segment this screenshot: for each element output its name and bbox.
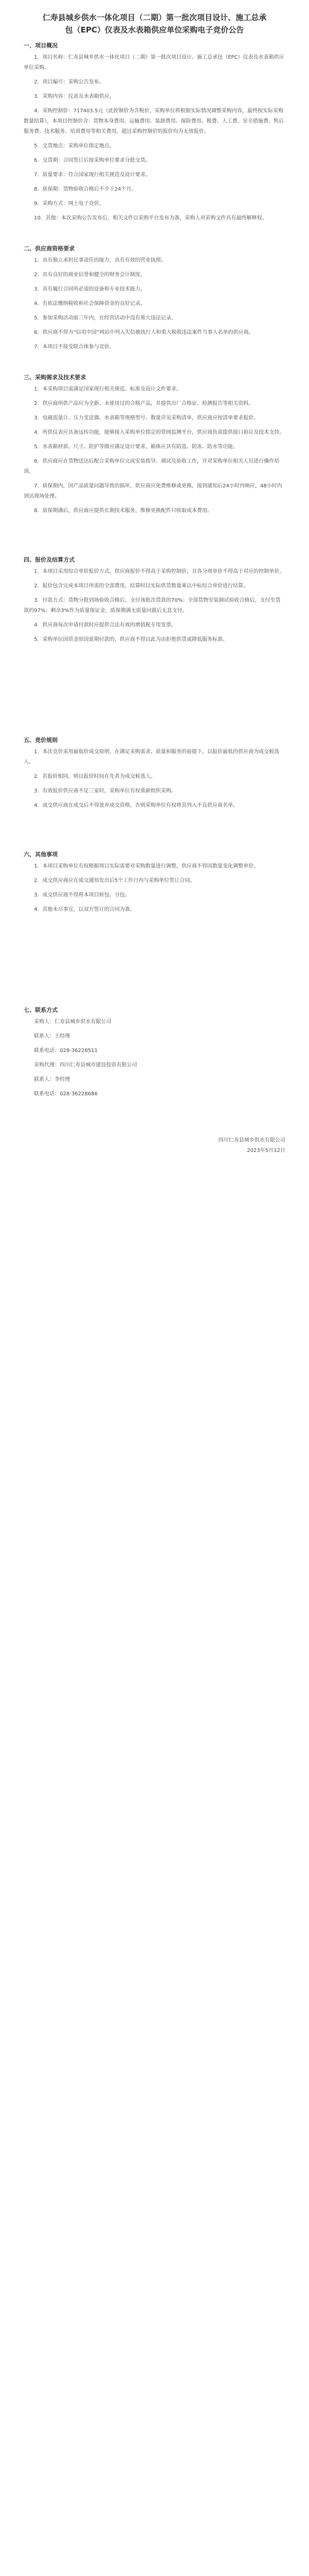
paragraph: 5．交货地点：采购单位指定地点。 [34,143,115,149]
paragraph: 5．水表箱材质、尺寸、防护等级应满足设计要求，箱体应具有防盗、防冻、防水等功能。 [34,444,238,450]
paragraph: 1．本采购项目需满足国家现行相关规范、标准及设计文件要求。 [34,386,182,392]
section-heading: 一、项目概况 [24,42,58,49]
paragraph: 8．质保期满后，供应商应提供长期技术服务，维修更换配件只收取成本费用。 [34,508,213,514]
section-1 [24,41,285,224]
paragraph: 3．有效报价供应商不足三家时，采购单位有权重新组织采购。 [34,788,177,794]
paragraph: 2．具有良好的商业信誉和健全的财务会计制度。 [34,272,146,278]
paragraph: 10．其他：本次采购公告发布后，相关文件以采购平台发布为准，采购人对采购文件具有最终解释权。 [34,215,267,221]
signature-date: 2023年5月12日 [247,1148,285,1154]
paragraph: 3．具有履行合同所必需的设备和专业技术能力。 [34,286,146,292]
paragraph: 5．采购单位因资金原因延期付款的，供应商不得以此为由拒绝供货或降低服务标准。 [34,637,228,642]
paragraph: 2．供应商所供产品应为全新、未使用过的合格产品，并提供出厂合格证、检测报告等相关资料。 [34,401,254,406]
paragraph: 3．电磁流量计、压力变送器、水表箱等规格型号、数量详见采购清单，供应商应按清单要求报价。 [34,415,259,421]
paragraph: 8．质保期：货物验收合格后不少于24个月。 [34,187,137,192]
paragraph: 4．所供仪表应具备远传功能，能够接入采购单位指定的管网监测平台，供应商负责提供接口协议及技术支持。 [34,430,285,435]
section-heading: 二、供应商资格要求 [24,245,75,252]
paragraph: 7．质保期内，因产品质量问题导致的损坏，供应商应免费维修或更换，接到通知后24小时内响应，48小时内到达现场处理。 [24,483,282,499]
section-6 [24,850,285,915]
paragraph: 联系人：李经理 [34,1077,70,1082]
section-heading: 七、联系方式 [24,1007,58,1013]
paragraph: 2．项目编号：采购公告发布。 [34,79,105,85]
paragraph: 1．项目名称：仁寿县城乡供水一体化项目（二期）第一批次项目设计、施工总承包（EPC）仪表及水表箱供应单位采购。 [24,55,284,71]
paragraph: 联系电话：028-36228511 [34,1048,98,1054]
paragraph: 4．供应商每次申请付款时应提供合法有效的增值税专用发票。 [34,622,177,628]
signature-block [24,1136,285,1156]
page-title: 仁寿县城乡供水一体化项目（二期）第一批次项目设计、施工总承包（EPC）仪表及水表箱供应单位采购电子竞价公告 [42,13,267,35]
paragraph: 联系电话：028-36228686 [34,1091,98,1097]
paragraph: 6．供应商应在货物送达后配合采购单位完成安装指导、调试及验收工作，并对采购单位相关人员进行操作培训。 [24,459,280,474]
paragraph: 1．本项目采用综合单价报价方式，供应商报价不得高于采购控制价，且各分项单价不得高于对应的控制单价。 [34,569,285,574]
paragraph: 3．采购内容：仪表及水表箱供应。 [34,94,115,99]
paragraph: 6．供应商不得为“信用中国”网站中列入失信被执行人和重大税收违法案件当事人名单的供应商。 [34,330,254,335]
section-4 [24,555,285,645]
paragraph: 2．成交供应商应在成交通知发出后5个工作日内与采购单位签订合同。 [34,878,195,884]
paragraph: 1．具有独立承担民事责任的能力，具有有效的营业执照。 [34,258,166,263]
signature-org: 四川仁寿县城乡供水有限公司 [218,1138,285,1143]
section-heading: 五、竞价规则 [24,737,58,743]
section-2 [24,244,285,352]
paragraph: 4．其他未尽事宜，以双方签订的合同为准。 [34,907,135,912]
paragraph: 采购代理：四川仁寿县城市建设投资有限公司 [34,1062,137,1068]
paragraph: 采购人：仁寿县城乡供水有限公司 [34,1019,111,1025]
section-heading: 四、报价及结算方式 [24,556,75,563]
paragraph: 6．交货期：合同签订后按采购单位要求分批交货。 [34,158,151,163]
paragraph: 1．本次竞价采用最低价成交原则，在满足采购需求、质量和服务的前提下，以报价最低的供应商为成交候选人。 [24,749,280,765]
section-heading: 三、采购需求及技术要求 [24,374,86,381]
paragraph: 4．成交供应商在成交后不得放弃成交资格，否则采购单位有权将其列入不良供应商名单。 [34,803,238,808]
paragraph: 2．报价包含完成本项目所需的全部费用，结算时以实际供货数量乘以中标综合单价进行结算。 [34,583,249,589]
paragraph: 联系人：王经理 [34,1033,70,1039]
paragraph: 7．本项目不接受联合体参与竞价。 [34,344,115,350]
section-5 [24,736,285,811]
paragraph: 9．采购方式：网上电子竞价。 [34,201,105,207]
paragraph: 5．参加采购活动前三年内，在经营活动中没有重大违法记录。 [34,315,177,321]
paragraph: 4．采购控制价：717403.5元（此控制价为含税价，采购单位将根据实际情况调整采购内容，最终按实际采购数量结算），本项目控制价含：货物本身费用、运输费用、装卸费用、保险费用、税费、人工费、安全措施费、售后服务费、技术服务、培训费用等相关费用，超过采购控制价的报价均为无效报价。 [24,108,284,134]
paragraph: 4．有依法缴纳税收和社会保障资金的良好记录。 [34,301,146,307]
paragraph: 3．付款方式：货物分批到场验收合格后，支付该批次货款的70%；全部货物安装调试验收合格后，支付至货款的97%；剩余3%作为质量保证金，质保期满无质量问题后无息支付。 [24,598,281,614]
section-7 [24,1006,285,1099]
section-heading: 六、其他事项 [24,851,58,858]
section-3 [24,373,285,516]
paragraph: 1．本项目采购单位有权根据项目实际需要对采购数量进行调整，供应商不得因数量变化调整单价。 [34,863,259,869]
paragraph: 3．成交供应商不得将本项目转包、分包。 [34,892,130,898]
paragraph: 2．若报价相同，则以报价时间在先者为成交候选人。 [34,774,156,779]
paragraph: 7．质量要求：符合国家现行相关规范及设计要求。 [34,172,151,178]
